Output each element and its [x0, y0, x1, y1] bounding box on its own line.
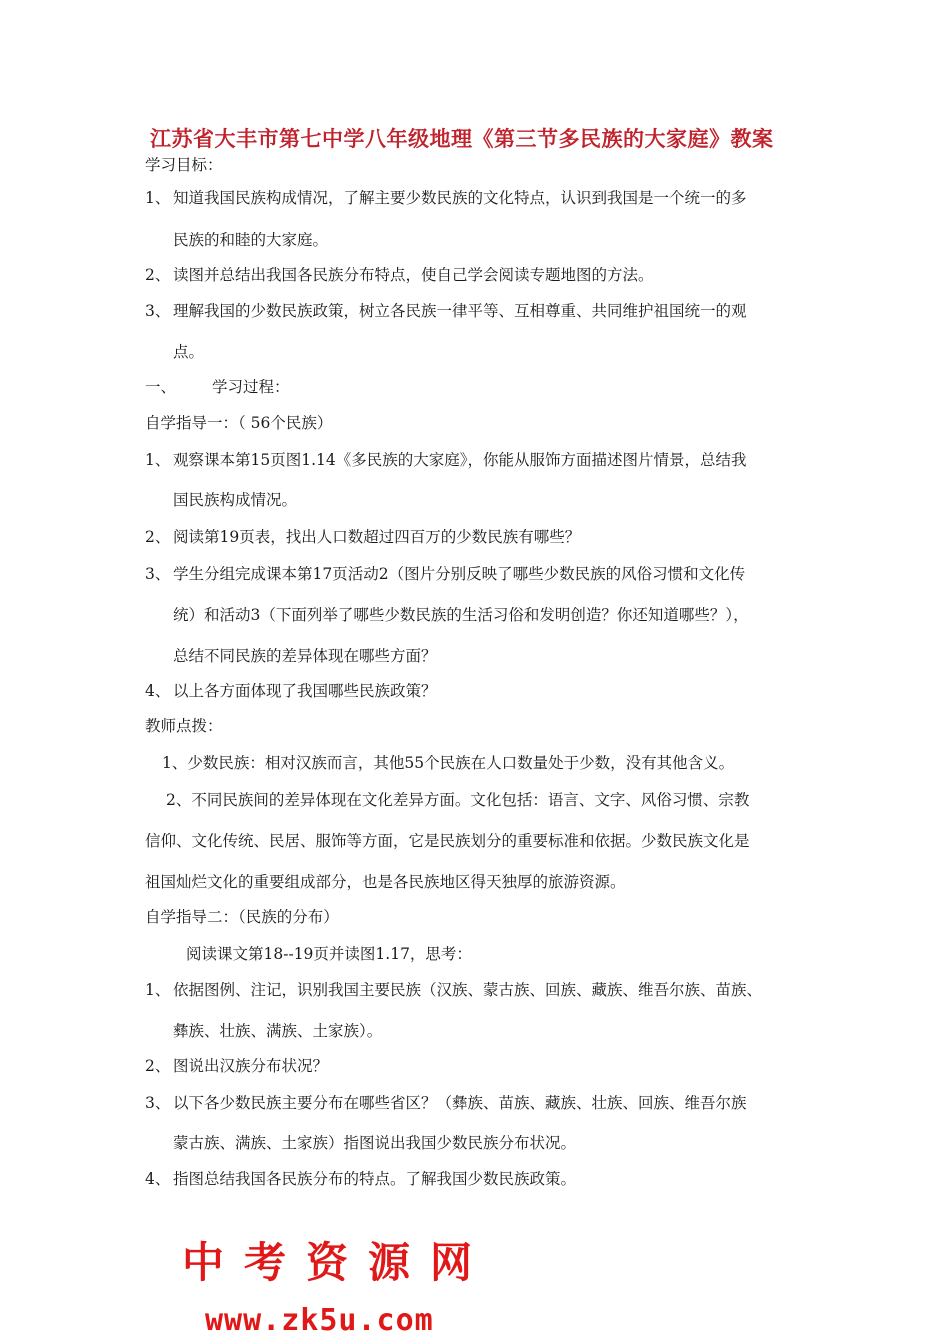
teacher-point-2-line-3: 祖国灿烂文化的重要组成部分，也是各民族地区得天独厚的旅游资源。 — [145, 873, 626, 891]
guide-2-item-3-line-1: 以下各少数民族主要分布在哪些省区？（彝族、苗族、藏族、壮族、回族、维吾尔族 — [173, 1094, 747, 1112]
teacher-point-2-line-2: 信仰、文化传统、民居、服饰等方面，它是民族划分的重要标准和依据。少数民族文化是 — [145, 832, 750, 850]
goal-1-number: 1、 — [145, 189, 171, 207]
guide-1-item-3-number: 3、 — [145, 565, 171, 583]
document-title: 江苏省大丰市第七中学八年级地理《第三节多民族的大家庭》教案 — [150, 126, 774, 151]
goal-2-text: 读图并总结出我国各民族分布特点，使自己学会阅读专题地图的方法。 — [173, 266, 654, 284]
guide-1-item-4-number: 4、 — [145, 682, 171, 700]
goal-1-line-2: 民族的和睦的大家庭。 — [173, 231, 329, 249]
guide-2-item-3-number: 3、 — [145, 1094, 171, 1112]
guide-2-item-1-number: 1、 — [145, 981, 171, 999]
guide-2-heading: 自学指导二：（民族的分布） — [145, 908, 339, 926]
teacher-point-1: 1、少数民族：相对汉族而言，其他55个民族在人口数量处于少数，没有其他含义。 — [162, 754, 735, 772]
guide-2-item-4-number: 4、 — [145, 1170, 171, 1188]
watermark-site-url: www.zk5u.com — [205, 1303, 434, 1338]
goals-heading: 学习目标： — [145, 156, 223, 174]
guide-1-item-1-line-2: 国民族构成情况。 — [173, 491, 298, 509]
teacher-point-2-line-1: 2、不同民族间的差异体现在文化差异方面。文化包括：语言、文字、风俗习惯、宗教 — [166, 791, 750, 809]
process-heading: 学习过程： — [212, 378, 290, 396]
watermark-site-name: 中考资源网 — [182, 1238, 493, 1287]
guide-1-item-4-text: 以上各方面体现了我国哪些民族政策？ — [173, 682, 437, 700]
guide-2-item-1-line-1: 依据图例、注记，识别我国主要民族（汉族、蒙古族、回族、藏族、维吾尔族、苗族、 — [173, 981, 763, 999]
guide-2-item-2-text: 图说出汉族分布状况？ — [173, 1057, 329, 1075]
guide-1-heading: 自学指导一：（ 56个民族） — [145, 414, 333, 432]
goal-3-line-1: 理解我国的少数民族政策，树立各民族一律平等、互相尊重、共同维护祖国统一的观 — [173, 302, 747, 320]
goal-3-number: 3、 — [145, 302, 171, 320]
guide-2-intro: 阅读课文第18--19页并读图1.17，思考： — [186, 945, 472, 963]
guide-1-item-2-text: 阅读第19页表，找出人口数超过四百万的少数民族有哪些？ — [173, 528, 581, 546]
guide-2-item-2-number: 2、 — [145, 1057, 171, 1075]
guide-1-item-1-line-1: 观察课本第15页图1.14《多民族的大家庭》，你能从服饰方面描述图片情景，总结我 — [173, 451, 747, 469]
guide-2-item-4-text: 指图总结我国各民族分布的特点。了解我国少数民族政策。 — [173, 1170, 577, 1188]
guide-1-item-3-line-1: 学生分组完成课本第17页活动2（图片分别反映了哪些少数民族的风俗习惯和文化传 — [173, 565, 746, 583]
process-number: 一、 — [145, 378, 177, 396]
guide-1-item-3-line-2: 统）和活动3（下面列举了哪些少数民族的生活习俗和发明创造？你还知道哪些？）， — [173, 606, 749, 624]
goal-3-line-2: 点。 — [173, 343, 205, 361]
teacher-heading: 教师点拨： — [145, 717, 223, 735]
goal-2-number: 2、 — [145, 266, 171, 284]
guide-2-item-1-line-2: 彝族、壮族、满族、土家族）。 — [173, 1022, 383, 1040]
guide-2-item-3-line-2: 蒙古族、满族、土家族）指图说出我国少数民族分布状况。 — [173, 1134, 577, 1152]
goal-1-line-1: 知道我国民族构成情况，了解主要少数民族的文化特点，认识到我国是一个统一的多 — [173, 189, 747, 207]
guide-1-item-2-number: 2、 — [145, 528, 171, 546]
guide-1-item-3-line-3: 总结不同民族的差异体现在哪些方面？ — [173, 647, 437, 665]
guide-1-item-1-number: 1、 — [145, 451, 171, 469]
